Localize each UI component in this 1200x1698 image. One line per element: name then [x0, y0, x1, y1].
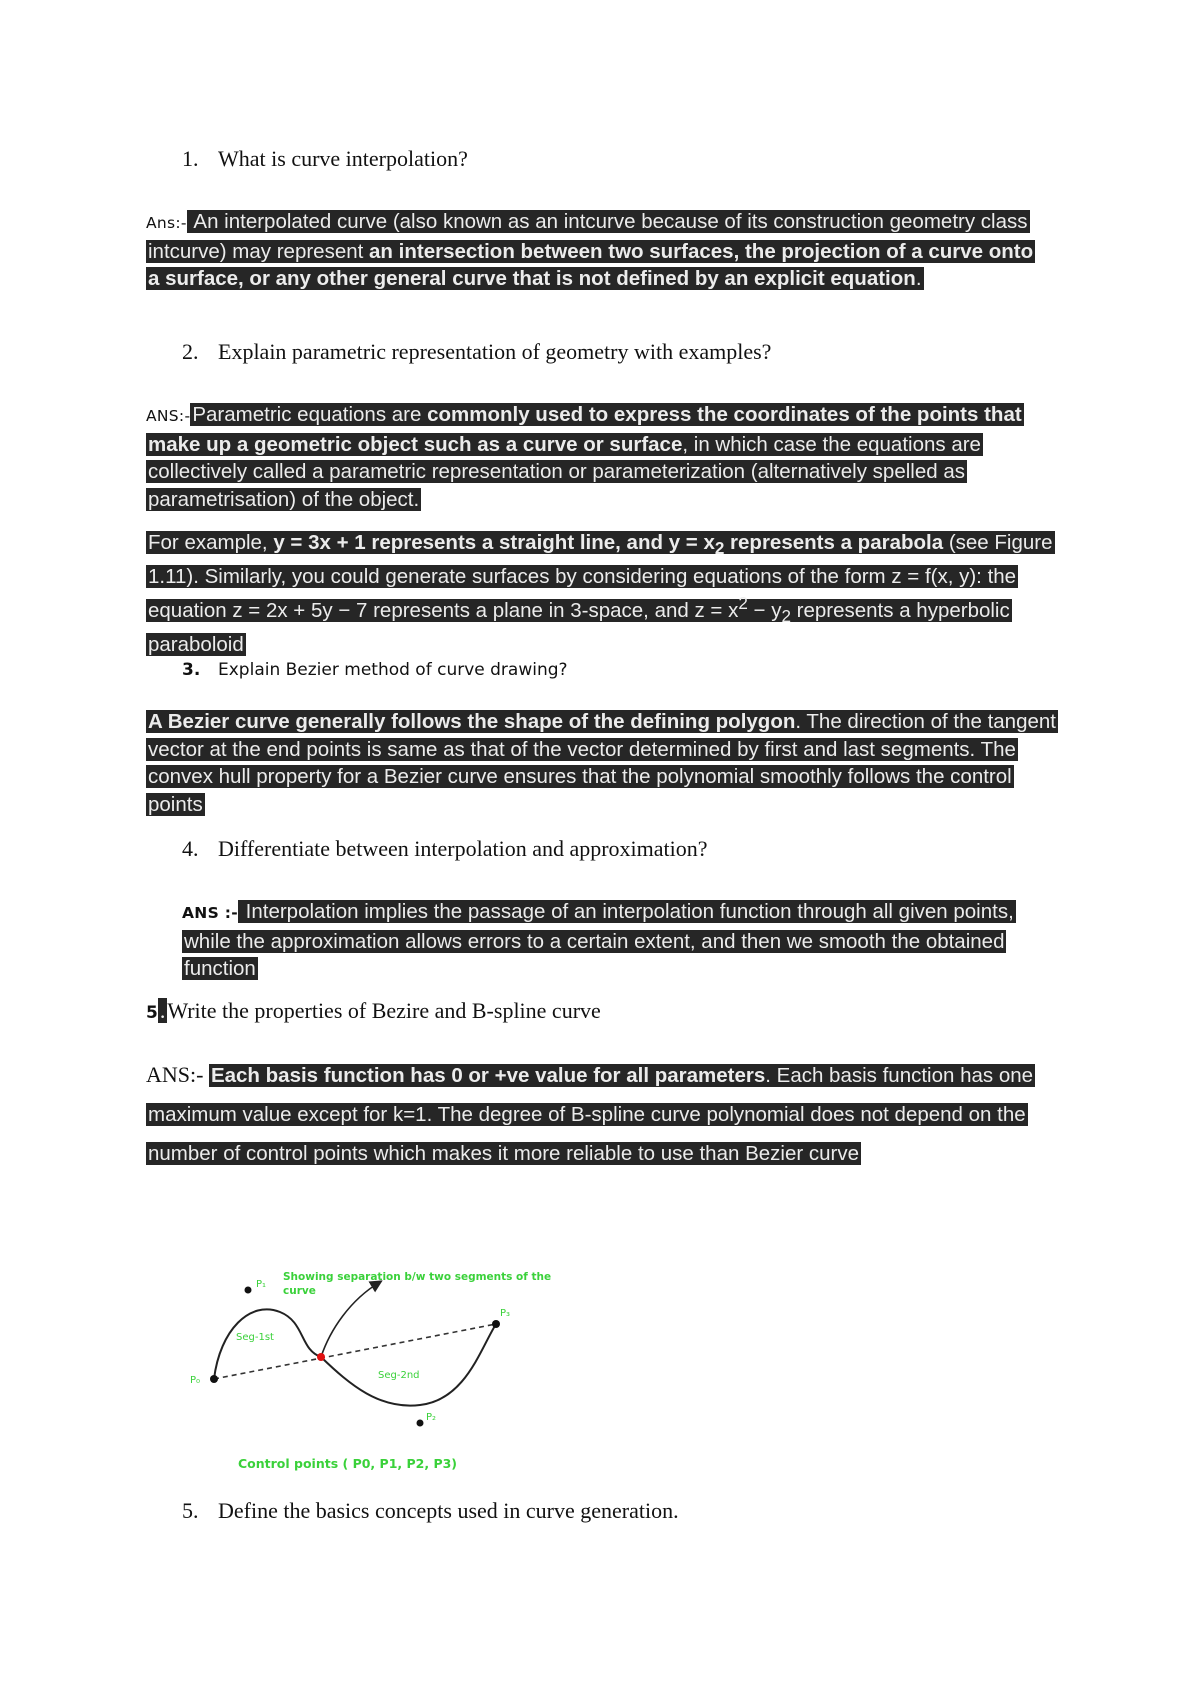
point-p1 — [245, 1287, 252, 1294]
example-text: For example, — [148, 531, 274, 554]
answer-2 — [146, 401, 1066, 513]
question-number: 1. — [182, 146, 199, 171]
answer-text-end: , in which case the equations are collectively called a parametric representation or parameterization (alternatively spelled as parametrisation) of the object. — [148, 432, 981, 511]
curve-segment-2 — [321, 1324, 496, 1406]
label-p2: P₂ — [426, 1412, 437, 1423]
answer-1 — [146, 208, 1046, 293]
answer-bold: Each basis function has 0 or +ve value for all parameters — [210, 1064, 766, 1087]
answer-text: An interpolated curve (also known as an intcurve because of its construction geometry class intcurve) may represent — [148, 210, 1028, 263]
question-4 — [182, 836, 708, 862]
caption-top-line-1: Showing separation b/w two segments of the — [283, 1271, 552, 1283]
point-p0 — [210, 1375, 218, 1383]
answer-text-end: . — [915, 267, 922, 290]
answer-label: ANS :- — [182, 904, 238, 922]
answer-label: ANS:- — [146, 1062, 209, 1087]
answer-5 — [146, 1055, 1066, 1173]
label-p3: P₃ — [500, 1308, 511, 1319]
junction-point — [317, 1353, 325, 1361]
example-sup: 2 — [738, 594, 748, 614]
point-p3 — [492, 1320, 500, 1328]
question-dot: . — [159, 998, 166, 1023]
arrow — [321, 1282, 380, 1357]
answer-text: Interpolation implies the passage of an interpolation function through all given points, while the approximation allows errors to a certain extent, and then we smooth the obtained function — [184, 900, 1014, 980]
example-text-2: (see Figure 1.11). Similarly, you could generate surfaces by considering equations of the form z = f(x, y): the equation z = 2x + 5y − 7 represents a plane in 3-space, and z = x — [148, 531, 1053, 622]
question-text: Explain Bezier method of curve drawing? — [218, 660, 568, 680]
answer-3 — [146, 708, 1066, 818]
label-seg2: Seg-2nd — [378, 1370, 420, 1381]
answer-bold: commonly used to express the coordinates of the points that make up a geometric object such as a curve or surface — [148, 403, 1022, 456]
question-5 — [146, 998, 601, 1024]
answer-text: . Each basis function has one maximum value except for k=1. The degree of B-spline curve polynomial does not depend on the number of control points which makes it more reliable to use than Bezier curve — [148, 1064, 1034, 1165]
point-p2 — [417, 1420, 424, 1427]
example-text-3: − y — [747, 598, 782, 622]
example-sub-1: 2 — [714, 539, 725, 559]
question-text: Write the properties of Bezire and B-spline curve — [167, 998, 601, 1023]
example-text-4: represents a hyperbolic paraboloid — [148, 598, 1010, 656]
answer-text: . The direction of the tangent vector at the end points is same as that of the vector determined by first and last segments. The convex hull property for a Bezier curve ensures that the polynomial smoothly follows the control points — [148, 710, 1056, 816]
question-text: Explain parametric representation of geometry with examples? — [218, 339, 772, 364]
question-number: 3. — [182, 660, 201, 680]
bezier-diagram — [180, 1260, 560, 1480]
bezier-figure — [180, 1260, 560, 1480]
label-p1: P₁ — [256, 1279, 267, 1290]
question-text: Differentiate between interpolation and approximation? — [218, 836, 708, 861]
answer-4 — [182, 898, 1066, 983]
question-3 — [182, 660, 568, 680]
question-number: 5. — [182, 1498, 199, 1523]
answer-bold: A Bezier curve generally follows the shape of the defining polygon — [148, 710, 796, 733]
example-bold-2: represents a parabola — [724, 531, 944, 554]
label-seg1: Seg-1st — [236, 1332, 274, 1343]
answer-label: Ans:- — [146, 214, 187, 232]
question-text: Define the basics concepts used in curve generation. — [218, 1498, 679, 1523]
label-p0: P₀ — [190, 1375, 201, 1386]
question-number: 4. — [182, 836, 199, 861]
question-1 — [182, 146, 468, 172]
caption-top-line-2: curve — [283, 1285, 316, 1297]
question-number: 2. — [182, 339, 199, 364]
question-6 — [182, 1498, 679, 1524]
example-bold-1: y = 3x + 1 represents a straight line, and y = x — [273, 531, 715, 554]
question-number: 5 — [146, 1003, 158, 1023]
answer-2-example — [146, 529, 1066, 658]
question-text: What is curve interpolation? — [218, 146, 468, 171]
answer-bold: an intersection between two surfaces, the projection of a curve onto a surface, or any other general curve that is not defined by an explicit equation — [148, 239, 1034, 290]
answer-text: Parametric equations are — [192, 403, 428, 426]
caption-bottom: Control points ( P0, P1, P2, P3) — [238, 1456, 458, 1471]
answer-label: ANS:- — [146, 407, 191, 425]
question-2 — [182, 339, 771, 365]
example-sub-2: 2 — [781, 607, 791, 627]
